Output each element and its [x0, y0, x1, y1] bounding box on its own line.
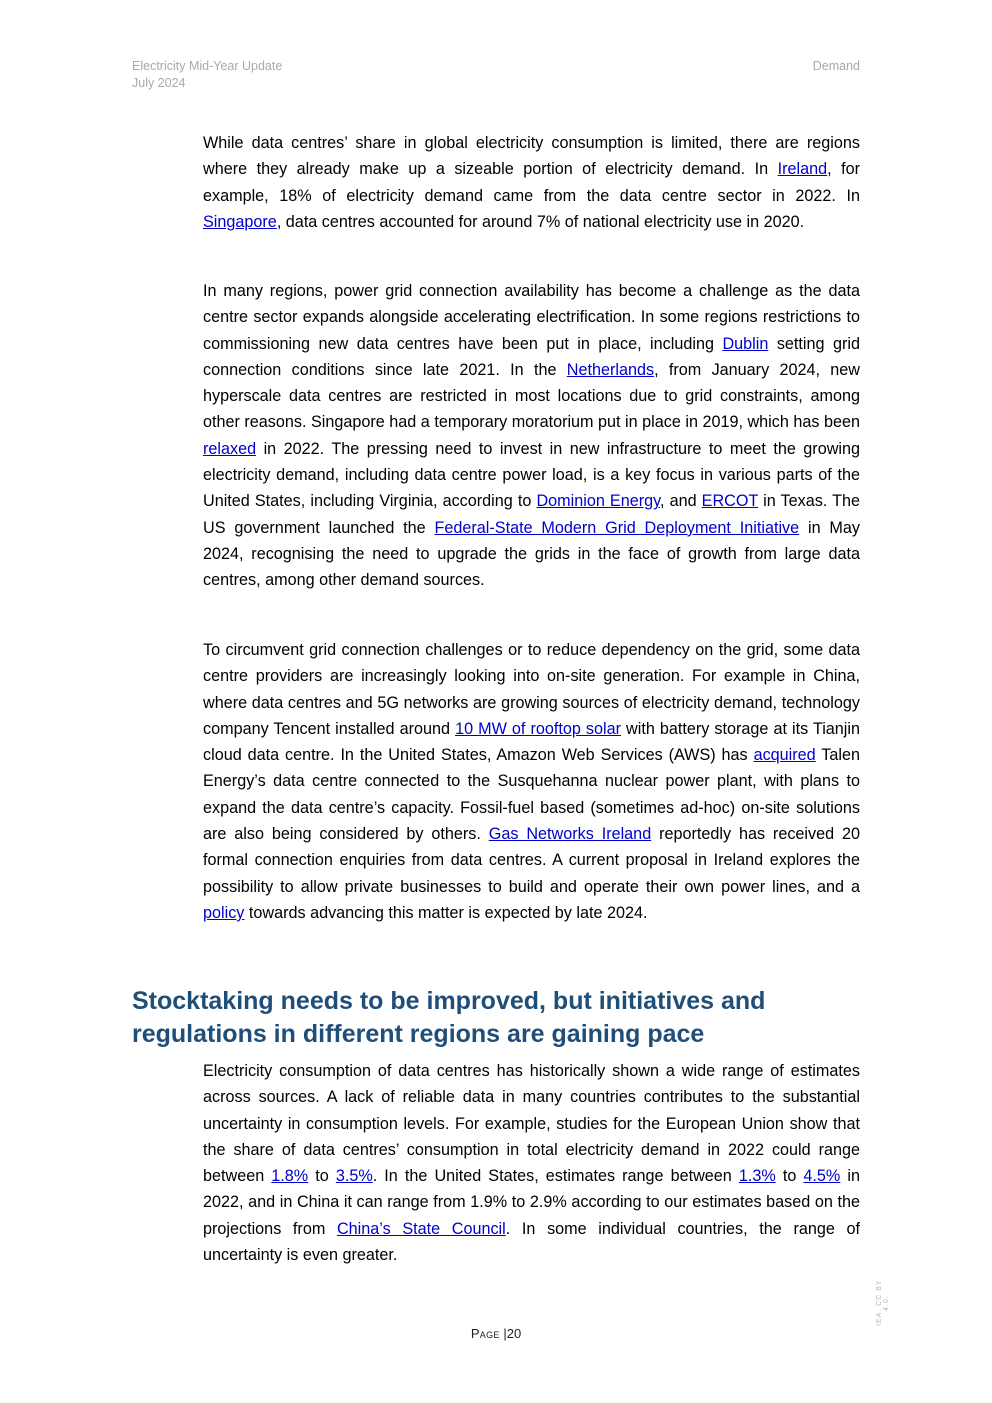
section-name: Demand	[812, 59, 860, 73]
text-run: , data centres accounted for around 7% of national electricity use in 2020.	[276, 212, 805, 231]
hyperlink-netherlands[interactable]: Netherlands	[566, 360, 655, 379]
header-right	[813, 58, 860, 75]
text-run: in Texas. The US government launched the	[203, 492, 860, 537]
text-run: . In some individual countries, the range of uncertainty is even greater.	[203, 1219, 861, 1265]
report-title: Electricity Mid-Year Update	[132, 59, 283, 73]
page-number: 20	[506, 1326, 522, 1341]
hyperlink-1-3[interactable]: 1.3%	[738, 1167, 776, 1186]
text-run: , for example, 18% of electricity demand came from the data centre sector in 2022. In	[203, 160, 860, 205]
text-run: . In the United States, estimates range between	[372, 1167, 739, 1186]
hyperlink-gas-networks-ireland[interactable]: Gas Networks Ireland	[488, 825, 652, 844]
page-label: Page	[470, 1326, 500, 1341]
text-run: , and	[660, 492, 702, 511]
text-run: To circumvent grid connection challenges or to reduce dependency on the grid, some data centre providers are increasingly looking into on-site generation. For example in China, where data centres and 5G networks are growing sources of electricity demand, technology company Tencent installed around	[203, 641, 860, 738]
paragraph-4	[203, 1058, 860, 1268]
page-footer	[0, 1326, 992, 1341]
text-run: in May 2024, recognising the need to upgrade the grids in the face of growth from large data centres, among other demand sources.	[203, 518, 860, 590]
paragraph-1	[203, 130, 860, 235]
hyperlink-acquired[interactable]: acquired	[753, 746, 816, 765]
section-heading: Stocktaking needs to be improved, but initiatives and regulations in different regions are gaining pace	[132, 987, 766, 1048]
hyperlink-dominion-energy[interactable]: Dominion Energy	[536, 492, 660, 511]
paragraph-3	[203, 637, 860, 926]
text-run: Electricity consumption of data centres has historically shown a wide range of estimates across sources. A lack of reliable data in many countries contributes to the substantial uncertainty in consumption levels. For example, studies for the European Union show that the share of data centres’ consumption in total electricity demand in 2022 could range between	[203, 1062, 860, 1186]
text-run: While data centres’ share in global electricity consumption is limited, there are regions where they already make up a sizeable portion of electricity demand. In	[203, 134, 860, 179]
text-run: In many regions, power grid connection availability has become a challenge as the data centre sector expands alongside accelerating electrification. In some regions restrictions to commissioning new data centres have been put in place, including	[203, 282, 860, 353]
hyperlink-singapore[interactable]: Singapore	[203, 212, 277, 231]
text-run: in 2022. The pressing need to invest in new infrastructure to meet the growing electricity demand, including data centre power load, is a key focus in various parts of the United States, including Virginia, according to	[203, 439, 860, 511]
hyperlink-10-mw-of-rooftop-solar[interactable]: 10 MW of rooftop solar	[455, 719, 621, 738]
text-run: reportedly has received 20 formal connection enquiries from data centres. A current proposal in Ireland explores the possibility to allow private businesses to build and operate their own power lines, and a	[203, 825, 861, 896]
hyperlink-relaxed[interactable]: relaxed	[203, 439, 257, 458]
text-run: in 2022, and in China it can range from 1.9% to 2.9% according to our estimates based on the projections from	[203, 1167, 860, 1238]
header-left	[132, 58, 282, 92]
hyperlink-dublin[interactable]: Dublin	[722, 334, 769, 353]
report-date: July 2024	[132, 76, 186, 90]
paragraph-text	[203, 637, 860, 926]
page-separator: |	[503, 1326, 507, 1341]
paragraph-text	[203, 1058, 860, 1268]
hyperlink-policy[interactable]: policy	[203, 903, 245, 922]
hyperlink-ercot[interactable]: ERCOT	[701, 492, 759, 511]
text-run: with battery storage at its Tianjin cloud data centre. In the United States, Amazon Web Services (AWS) has	[203, 719, 861, 765]
hyperlink-3-5[interactable]: 3.5%	[335, 1167, 373, 1186]
paragraph-text	[203, 130, 860, 235]
text-run: setting grid connection conditions since late 2021. In the	[203, 334, 860, 379]
text-run: , from January 2024, new hyperscale data centres are restricted in most locations due to grid constraints, among other reasons. Singapore had a temporary moratorium put in place in 2019, which has been	[203, 360, 860, 432]
text-run: towards advancing this matter is expected by late 2024.	[244, 903, 648, 922]
hyperlink-1-8[interactable]: 1.8%	[271, 1167, 309, 1186]
hyperlink-ireland[interactable]: Ireland	[777, 160, 828, 179]
hyperlink-4-5[interactable]: 4.5%	[803, 1167, 841, 1186]
license-note: IEA. CC BY 4.0.	[876, 1279, 890, 1327]
text-run: to	[308, 1167, 336, 1186]
paragraph-2	[203, 278, 860, 594]
paragraph-text	[203, 278, 860, 594]
text-run: Talen Energy’s data centre connected to the Susquehanna nuclear power plant, with plans to expand the data centre’s capacity. Fossil-fuel based (sometimes ad-hoc) on-site solutions are also being considered by others.	[203, 746, 861, 844]
text-run: to	[775, 1167, 804, 1186]
hyperlink-federal-state-modern-grid-deployment-initiative[interactable]: Federal-State Modern Grid Deployment Initiative	[434, 518, 800, 537]
hyperlink-china-s-state-council[interactable]: China’s State Council	[336, 1219, 506, 1238]
